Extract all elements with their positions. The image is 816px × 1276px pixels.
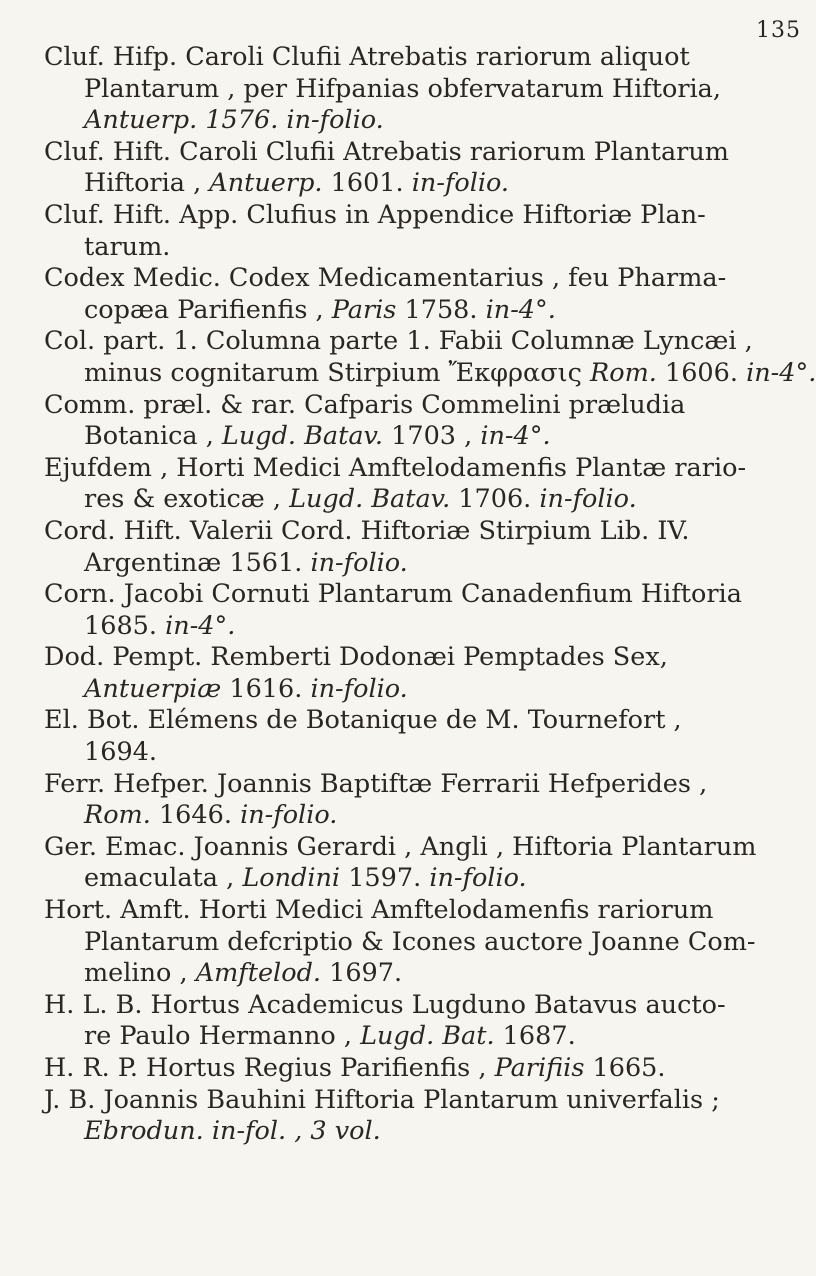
entry-text: Comm. præl. & rar. Cafparis Commelini præludia [44, 389, 686, 420]
italic-text: Ebrodun. in-fol. , 3 vol. [84, 1116, 381, 1147]
bibliography-entry [44, 263, 789, 326]
italic-text: in-4°. [165, 610, 236, 641]
italic-text: in-folio. [240, 800, 338, 831]
bibliography-entry [44, 990, 789, 1053]
entry-continuation-line [44, 800, 789, 832]
entry-first-line [44, 769, 789, 801]
entry-text: emaculata , [84, 863, 243, 894]
entry-continuation-line [44, 548, 789, 580]
entry-continuation-line [44, 232, 789, 264]
entry-continuation-line [44, 927, 789, 959]
entry-continuation-line [44, 737, 789, 769]
entry-text: J. B. Joannis Bauhini Hiftoria Plantarum univerfalis ; [44, 1084, 720, 1115]
entry-continuation-line [44, 863, 789, 895]
entry-text: 1606. [656, 357, 747, 388]
entry-text: Codex Medic. Codex Medicamentarius , feu Pharma- [44, 263, 727, 294]
entry-first-line [44, 642, 789, 674]
entry-text: Ferr. Hefper. Joannis Baptiftæ Ferrarii Hefperides , [44, 768, 708, 799]
entry-first-line [44, 326, 789, 358]
italic-text: Antuerpiæ [84, 673, 222, 704]
entry-text: Hort. Amft. Horti Medici Amftelodamenfis rariorum [44, 895, 714, 926]
bibliography-entry [44, 832, 789, 895]
entry-text: H. L. B. Hortus Academicus Lugduno Batavus aucto- [44, 989, 726, 1020]
italic-text: in-folio. [411, 168, 510, 199]
bibliography-entry [44, 200, 789, 263]
entry-continuation-line [44, 105, 789, 137]
entry-text: El. Bot. Elémens de Botanique de M. Tournefort , [44, 705, 682, 736]
entry-text: minus cognitarum Stirpium Ἔκφρασις [84, 357, 591, 388]
entry-text: 1616. [221, 673, 311, 704]
entry-text: 1685. [84, 610, 166, 641]
entry-continuation-line [44, 674, 789, 706]
entry-first-line [44, 895, 789, 927]
entry-first-line [44, 1085, 789, 1117]
bibliography-entry [44, 1085, 789, 1148]
entry-text: 1703 , [383, 421, 481, 452]
entry-text: Ejufdem , Horti Medici Amftelodamenfis Plantæ rario- [44, 452, 747, 483]
bibliography-list [44, 42, 816, 1148]
entry-text: 1665. [584, 1053, 666, 1083]
entry-text: 1694. [84, 737, 158, 768]
entry-first-line [44, 579, 789, 611]
page-number: 135 [756, 18, 801, 43]
entry-text: Cluf. Hifp. Caroli Clufii Atrebatis rariorum aliquot [44, 42, 690, 72]
entry-text: 1706. [450, 484, 540, 515]
entry-continuation-line [44, 484, 789, 516]
entry-first-line [44, 42, 789, 74]
entry-text: Ger. Emac. Joannis Gerardi , Angli , Hiftoria Plantarum [44, 831, 757, 862]
entry-continuation-line [44, 421, 789, 453]
bibliography-entry [44, 579, 789, 642]
italic-text: Rom. [84, 800, 151, 831]
bibliography-entry [44, 137, 789, 200]
entry-first-line [44, 832, 789, 864]
bibliography-entry [44, 705, 789, 768]
bibliography-entry [44, 895, 789, 990]
entry-text: Col. part. 1. Columna parte 1. Fabii Columnæ Lyncæi , [44, 326, 753, 357]
entry-text: melino , [84, 958, 196, 989]
italic-text: in-folio. [539, 484, 637, 515]
entry-text: Cord. Hift. Valerii Cord. Hiftoriæ Stirpium Lib. IV. [44, 515, 690, 546]
italic-text: Londini [242, 863, 341, 894]
entry-text: copæa Parifienfis , [84, 294, 332, 325]
entry-text: Corn. Jacobi Cornuti Plantarum Canadenfium Hiftoria [44, 579, 742, 610]
italic-text: Rom. [590, 357, 657, 388]
entry-text: Argentinæ 1561. [84, 547, 311, 578]
entry-text: Dod. Pempt. Remberti Dodonæi Pemptades Sex, [44, 642, 668, 673]
entry-text: 1687. [494, 1021, 576, 1052]
entry-text: 1646. [150, 800, 241, 831]
entry-continuation-line [44, 611, 789, 643]
italic-text: Paris [331, 294, 397, 325]
entry-first-line [44, 137, 789, 169]
italic-text: in-folio. [429, 863, 527, 894]
italic-text: in-folio. [310, 547, 408, 578]
italic-text: in-4°. [746, 357, 816, 388]
entry-first-line [44, 705, 789, 737]
entry-text: Cluf. Hift. App. Clufius in Appendice Hiftoriæ Plan- [44, 199, 706, 230]
entry-text: res & exoticæ , [84, 484, 290, 515]
entry-text: 1597. [340, 863, 430, 894]
entry-first-line [44, 516, 789, 548]
italic-text: in-4°. [485, 294, 556, 325]
entry-text: 1697. [321, 958, 403, 989]
italic-text: Amftelod. [195, 958, 321, 989]
bibliography-entry [44, 1053, 789, 1085]
entry-text: 1758. [396, 294, 486, 325]
bibliography-entry [44, 326, 816, 389]
entry-text: Cluf. Hift. Caroli Clufii Atrebatis rariorum Plantarum [44, 136, 729, 167]
italic-text: in-folio. [310, 673, 408, 704]
italic-text: Antuerp. 1576. in-folio. [84, 105, 384, 136]
entry-continuation-line [44, 295, 789, 327]
entry-continuation-line [44, 1021, 789, 1053]
entry-text: re Paulo Hermanno , [84, 1021, 361, 1052]
italic-text: Lugd. Batav. [221, 421, 384, 452]
bibliography-entry [44, 390, 789, 453]
entry-text: Plantarum , per Hifpanias obfervatarum Hiftoria, [84, 73, 721, 104]
entry-text: 1601. [322, 168, 412, 199]
bibliography-entry [44, 769, 789, 832]
entry-text: H. R. P. Hortus Regius Parifienfis , [44, 1053, 495, 1083]
entry-continuation-line [44, 958, 789, 990]
entry-first-line [44, 1053, 789, 1085]
entry-first-line [44, 200, 789, 232]
entry-text: Botanica , [84, 421, 222, 452]
entry-text: Hiftoria , [84, 168, 210, 199]
entry-first-line [44, 263, 789, 295]
bibliography-entry [44, 516, 789, 579]
italic-text: Antuerp. [209, 168, 323, 199]
entry-continuation-line [44, 1116, 789, 1148]
bibliography-entry [44, 42, 789, 137]
entry-continuation-line [44, 74, 789, 106]
entry-first-line [44, 990, 789, 1022]
bibliography-entry [44, 453, 789, 516]
italic-text: Lugd. Batav. [289, 484, 451, 515]
entry-continuation-line [44, 357, 816, 390]
entry-first-line [44, 390, 789, 422]
entry-text: tarum. [84, 231, 171, 262]
entry-text: Plantarum defcriptio & Icones auctore Joanne Com- [84, 926, 756, 957]
italic-text: Lugd. Bat. [360, 1021, 495, 1052]
italic-text: Parifiis [494, 1053, 585, 1083]
bibliography-entry [44, 642, 789, 705]
entry-continuation-line [44, 168, 789, 200]
entry-first-line [44, 453, 789, 485]
italic-text: in-4°. [480, 421, 551, 452]
